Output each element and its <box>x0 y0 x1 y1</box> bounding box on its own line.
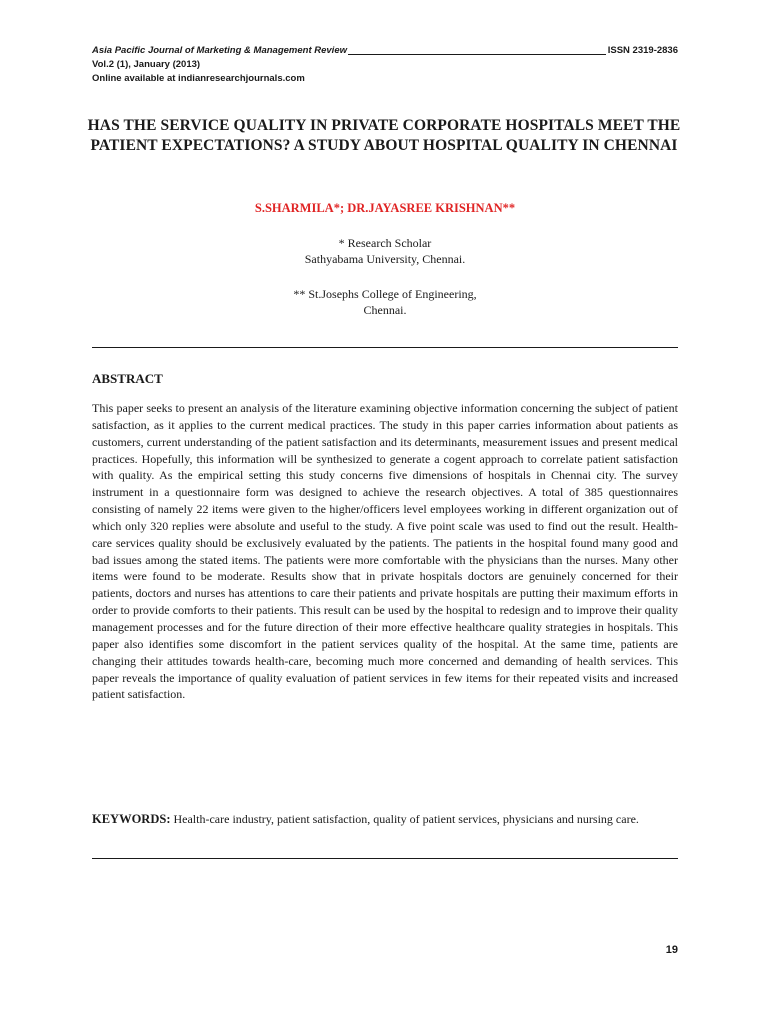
issn: ISSN 2319-2836 <box>607 45 678 56</box>
journal-header <box>92 44 678 86</box>
keywords-text: Health-care industry, patient satisfaction, quality of patient services, physicians and nursing care. <box>173 812 639 826</box>
abstract-heading: ABSTRACT <box>92 371 163 386</box>
affiliation-2 <box>92 286 678 318</box>
affiliation-2-institution: ** St.Josephs College of Engineering, <box>293 287 477 301</box>
affiliation-1-role: * Research Scholar <box>338 236 432 250</box>
separator-rule-bottom <box>92 858 678 859</box>
volume-info: Vol.2 (1), January (2013) <box>92 59 201 70</box>
online-availability: Online available at indianresearchjournals.com <box>92 73 305 84</box>
authors: S.SHARMILA*; DR.JAYASREE KRISHNAN** <box>254 201 516 215</box>
keywords <box>92 810 678 828</box>
header-rule <box>348 54 606 55</box>
journal-name: Asia Pacific Journal of Marketing & Management Review <box>92 45 347 56</box>
keywords-label: KEYWORDS: <box>92 812 171 826</box>
affiliation-1 <box>92 235 678 267</box>
affiliation-2-city: Chennai. <box>363 303 407 317</box>
journal-header-line <box>92 44 678 58</box>
separator-rule-top <box>92 347 678 348</box>
paper-title: HAS THE SERVICE QUALITY IN PRIVATE CORPORATE HOSPITALS MEET THE PATIENT EXPECTATIONS? A STUDY ABOUT HOSPITAL QUALITY IN CHENNAI <box>87 117 681 154</box>
page-number: 19 <box>665 944 678 956</box>
affiliation-1-institution: Sathyabama University, Chennai. <box>304 252 466 266</box>
abstract-text: This paper seeks to present an analysis of the literature examining objective information concerning the subject of patient satisfaction, as it applies to the current medical practices. The study in this paper carries information about patients as customers, current understanding of the patient satisfaction and its determinants, measurement issues and present medical practices. Hopefully, this information will be synthesized to generate a cogent approach to correlate patient satisfaction with quality. As the empirical setting this study concerns five dimensions of hospitals in Chennai city. The survey instrument in a questionnaire form was designed to achieve the research objectives. A total of 385 questionnaires consisting of namely 22 items were given to the higher/officers level employees working in different organization out of which only 320 replies were absolute and useful to the study. A five point scale was used to find out the result. Health-care services quality should be exclusively evaluated by the patients. The patients in the hospital found many good and bad issues among the stated items. The patients were more comfortable with the physicians than the nurses. Many other items were found to be moderate. Results show that in private hospitals doctors are genuinely concerned for their patients, doctors and nurses has attentions to care their patients and private hospitals are putting their maximum efforts in order to provide comforts to their patients. This result can be used by the hospital to redesign and to improve their quality management processes and for the future direction of their more effective healthcare quality strategies in hospitals. This paper also identifies some discomfort in the patient services quality of the hospital. At the same time, patients are changing their attitudes towards health-care, becoming much more concerned and demanding of health services. This paper reveals the importance of quality evaluation of patient services in few items for their repeated visits and increased patient satisfaction. <box>92 401 678 702</box>
